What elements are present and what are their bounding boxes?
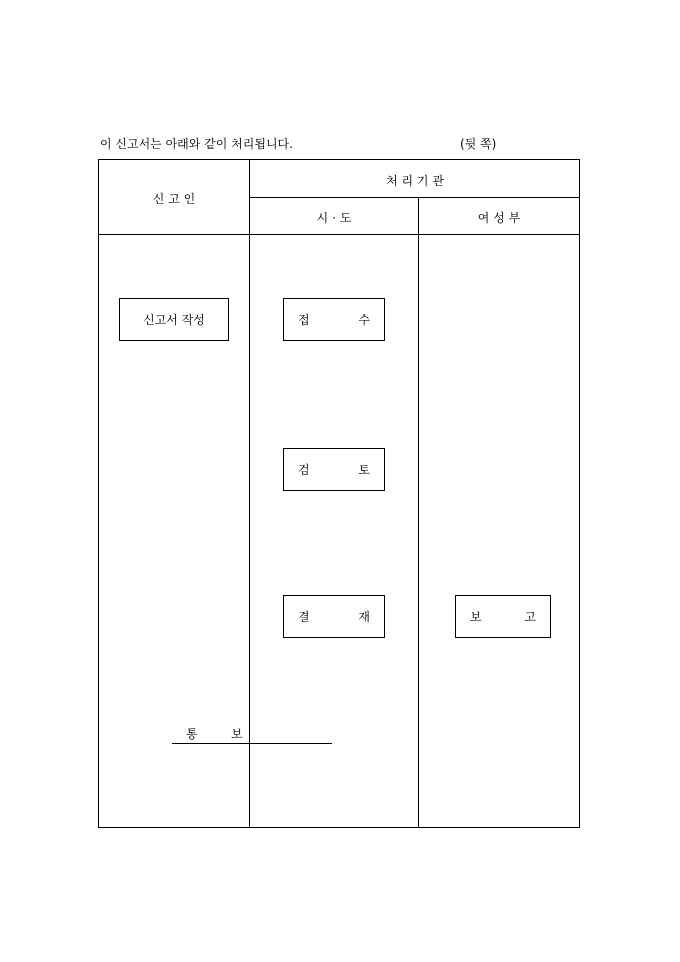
notify-line: [172, 743, 332, 744]
step-report-box: [455, 595, 551, 638]
step-approve-char-1: 결: [298, 610, 310, 624]
table-right-border: [579, 159, 580, 828]
column-divider-2: [418, 197, 419, 828]
step-report-char-1: 보: [470, 610, 482, 624]
step-receive-char-2: 수: [358, 313, 370, 327]
header-city-province: 시 · 도: [316, 211, 352, 225]
table-top-border: [98, 159, 580, 160]
notify-char-1: 통: [186, 727, 198, 741]
step-review-char-2: 토: [358, 463, 370, 477]
table-left-border: [98, 159, 99, 828]
page-side-note: (뒷 쪽): [460, 137, 497, 151]
step-receive-box: [283, 298, 385, 341]
step-review-box: [283, 448, 385, 491]
step-review-char-1: 검: [298, 463, 310, 477]
header-bottom-divider: [98, 234, 580, 235]
notify-char-2: 보: [231, 727, 243, 741]
header-sub-divider: [249, 197, 580, 198]
header-processing-agency: 처 리 기 관: [386, 174, 444, 188]
step-write-label: 신고서 작성: [143, 313, 205, 327]
header-applicant: 신 고 인: [152, 192, 196, 206]
form-caption: 이 신고서는 아래와 같이 처리됩니다.: [100, 137, 293, 151]
step-write-report-box: [119, 298, 229, 341]
column-divider-1: [249, 159, 250, 828]
step-approve-box: [283, 595, 385, 638]
step-receive-char-1: 접: [298, 313, 310, 327]
step-approve-char-2: 재: [358, 610, 370, 624]
header-ministry: 여 성 부: [477, 211, 521, 225]
table-bottom-border: [98, 827, 580, 828]
step-report-char-2: 고: [524, 610, 536, 624]
